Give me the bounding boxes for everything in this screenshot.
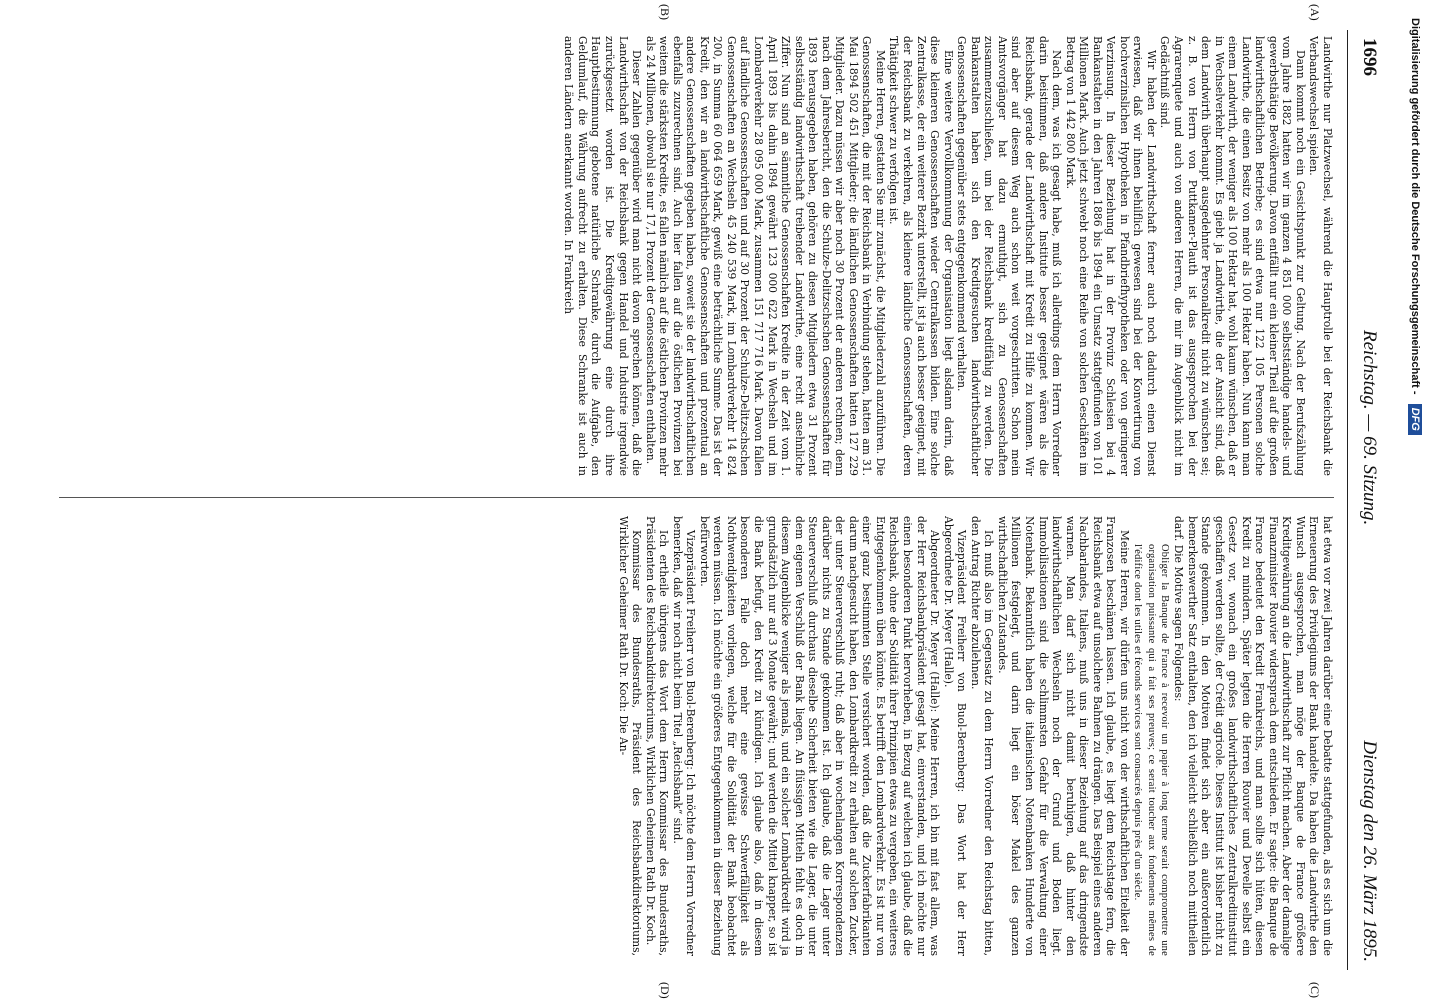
margin-marker-a: (A) (1308, 4, 1322, 21)
dfg-credit (1406, 18, 1428, 898)
paragraph: Meine Herren, gestatten Sie mir zunächst, die Mitgliederzahl anzuführen. Die Genossenschaften, die mit der Reichsbank in Verbindung stehen, hatten am 31. Mai 1894 502 451 Mitglieder; die ländlichen Genossenschaften hatten 127 229 Mitglieder. Dazu müssen wir aber noch 30 Prozent der anderen rechnen; denn nach dem Jahresbericht, den die Schulze-Delitzschschen Genossenschaften für 1893 herausgegeben haben, gehören zu diesen Mitgliedern etwa 31 Prozent selbstständig landwirthschaft treibender Landwirthe, eine recht ansehnliche Ziffer. Nun sind an sämmtliche Genossenschaften Kredite in der Zeit vom 1. April 1893 bis dahin 1894 gewährt 123 000 622 Mark in Wechseln und im Lombardverkehr 28 095 000 Mark, zusammen 151 717 716 Mark. Davon fallen auf ländliche Genossenschaften und auf 30 Prozent der Schulze-Delitzschschen Genossenschaften an Wechseln 45 240 539 Mark, im Lombardverkehr 14 824 200, in Summa 60 064 659 Mark, gewiß eine beträchtliche Summe. Das ist der Kredit, den wir an landwirthschaftliche Genossenschaften und prozentual an andere Genossenschaften gegeben haben, soweit sie der landwirthschaftlichen ebenfalls zuzurechnen sind. Auch hier fallen auf die östlichen Provinzen bei weitem die stärksten Kredite, es fallen nämlich auf die östlichen Provinzen mehr als 24 Millionen, obwohl sie nur 17,1 Prozent der Genossenschaften enthalten. (643, 36, 887, 476)
paragraph: Nach dem, was ich gesagt habe, muß ich allerdings dem Herrn Vorredner darin beistimmen, daß andere Institute besser geeignet wären als die Reichsbank, gerade der Landwirthschaft mit Kredit zu Hilfe zu kommen. Wir sind aber auf diesem Weg auch schon weit vorgeschritten. Schon mein Amtsvorgänger hat dazu ermuthigt, sich zu Genossenschaften zusammenzuschließen, um bei der Reichsbank kreditfähig zu werden. Die Bankanstalten haben sich den Kreditgesuchen landwirthschaftlicher Genossenschaften gegenüber stets entgegenkommend verhalten. (955, 36, 1064, 476)
margin-marker-d: (D) (658, 982, 672, 999)
speaker-paragraph: Vizepräsident Freiherr von Buol-Berenberg: Das Wort hat der Herr Abgeordnete Dr. Meyer (Halle). (941, 516, 969, 956)
right-column (59, 516, 1334, 956)
page-header (1347, 30, 1392, 970)
paragraph: Ich muß also im Gegensatz zu dem Herrn Vorredner den Reichstag bitten, den Antrag Richter abzulehnen. (968, 516, 996, 956)
column-divider (59, 497, 1334, 498)
french-quotation: Obliger la Banque de France à recevoir un papier à long terme serait compromettre une organisation puissante qui a fait ses preuves; ce serait toucher aux fondements mêmes de l'édifice dont les utiles et féconds services sont consacrés depuis près d'un siècle. (1132, 544, 1171, 956)
session-date: Dienstag den 26. März 1895. (1359, 740, 1380, 962)
paragraph: Ich ertheile übrigens das Wort dem Herrn Kommissar des Bundesraths, Präsidenten des Reichsbankdirektoriums, Wirklichen Geheimen Rath Dr. Koch. (643, 516, 671, 956)
paragraph: Meine Herren, wir dürfen uns nicht von der wirthschaftlichen Eitelkeit der Franzosen beschämen lassen. Ich glaube, es liegt dem Reichstage fern, die Reichsbank etwa auf unsolchere Bahnen zu drängen. Das Beispiel eines anderen Nachbarlandes, Italiens, muß uns in dieser Beziehung auf das dringendste warnen. Man darf sich nicht damit beruhigen, daß hinter den landwirthschaftlichen Wechseln noch der Grund und Boden liegt. Immobilisationen sind die schlimmsten Gefahr für die Verwaltung einer Notenbank. Bekanntlich haben die italienischen Notenbanken Hunderte von Millionen festgelegt, und darin liegt ein böser Makel des ganzen wirthschaftlichen Zustandes. (995, 516, 1131, 956)
speaker-paragraph: Vizepräsident Freiherr von Buol-Berenberg: Ich möchte dem Herrn Vorredner bemerken, daß wir noch nicht beim Titel „Reichsbank“ sind. (670, 516, 698, 956)
paragraph: hat etwa vor zwei Jahren darüber eine Debatte stattgefunden, als es sich um die Erneuerung des Privilegiums der Bank handelte. Da haben die Landwirthe den Wunsch ausgesprochen, man möge der Banque de France größere Kreditgewährung an die Landwirthschaft zur Pflicht machen. Aber der damalige Finanzminister Rouvier widersprach dem entschieden. Er sagte: die Banque de France bedeutet den Kredit Frankreichs, und man sollte sich hüten, diesen Kredit zu mindern. Später legten die Herren Rouvier und Develle selbst ein Gesetz vor, wonach ein großes landwirthschaftliches Zentralkreditinstitut geschaffen werden sollte, der Crédit agricole. Dieses Institut ist bisher nicht zu Stande gekommen. In den Motiven findet sich aber ein außerordentlich bemerkenswerther Satz enthalten, den ich vielleicht schließlich noch mittheilen darf. Die Motive sagen Folgendes: (1171, 516, 1334, 956)
page-number: 1696 (1359, 38, 1380, 76)
newspaper-page (47, 4, 1392, 999)
paragraph: Abgeordneter Dr. Meyer (Halle): Meine Herren, ich bin mit fast allem, was der Herr Reichsbankpräsident gesagt hat, einverstanden, und ich möchte nur einen besonderen Punkt hervorheben, in Bezug auf welchen ich glaube, daß die Reichsbank, ohne der Solidität ihrer Prinzipien etwas zu vergeben, ein weiteres Entgegenkommen üben könnte. Es betrifft den Lombardverkehr. Es ist nur von einer ganz bestimmten Stelle versichert worden, daß die Zuckerfabrikanten darum nachgesucht haben, den Lombardkredit zu erhalten auf solchen Zucker, der unter Steuerverschluß ruht; daß aber in wochenlangen Korrespondenzen darüber nichts zu Stande gekommen ist. Ich glaube, daß die Lager unter Steuerverschluß durchaus dieselbe Sicherheit bieten wie die Lager, die unter dem eigenen Verschluß der Bank liegen. An flüssigen Mitteln fehlt es doch in diesem Augenblicke weniger als jemals, und ein solcher Lombardkredit wird ja grundsätzlich nur auf 3 Monate gewährt; und werden die Mittel knapper, so ist die Bank befugt, den Kredit zu kündigen. Ich glaube also, daß in diesem besonderen Falle doch mehr eine gewisse Schwerfälligkeit als Nothwendigkeiten vorliegen, welche für die Solidität der Bank beobachtet werden müssen. Ich möchte ein größeres Entgegenkommen in dieser Beziehung befürworten. (697, 516, 942, 956)
paragraph: Dieser Zahlen gegenüber wird man nicht davon sprechen können, daß die Landwirthschaft von der Reichsbank gegen Handel und Industrie irgendwie zurückgesetzt worden ist. Die Kreditgewährung eine durch ihre Hauptbestimmung gebotene natürliche Schranke, durch die Aufgabe, den Geldumlauf, die Währung aufrecht zu erhalten. Diese Schranke ist auch in anderen Ländern anerkannt worden. In Frankreich (562, 36, 644, 476)
margin-marker-b: (B) (658, 4, 672, 20)
dfg-credit-text: Digitalisierung gefördert durch die Deutsche Forschungsgemeinschaft - (1409, 18, 1421, 395)
paragraph: Landwirthe nur Platzwechsel, während die Hauptrolle bei der Reichsbank die Verbandswechsel spielen. (1307, 36, 1334, 476)
paragraph: Kommissar des Bundesraths, Präsident des Reichsbankdirektoriums, Wirklicher Geheimer Rath Dr. Koch: Die An- (616, 516, 644, 956)
paragraph: Eine weitere Vervollkommnung der Organisation liegt alsdann darin, daß diese kleineren Genossenschaften wieder Centralkassen bilden. Eine solche Zentralkasse, der ein weiterer Bezirk unterstellt, ist ja auch besser geeignet, mit der Reichsbank zu verkehren, als kleinere ländliche Genossenschaften, deren Thätigkeit schwer zu verfolgen ist. (887, 36, 955, 476)
dfg-logo: DFG (1408, 404, 1422, 435)
margin-marker-c: (C) (1308, 982, 1322, 998)
paragraph: Wir haben der Landwirthschaft ferner auch noch dadurch einen Dienst erwiesen, daß wir ihnen behilflich gewesen sind bei der Konvertirung von hochverzinslichen Hypotheken in Pfandbriefhypotheken oder von geringerer Verzinsung. In dieser Beziehung hat in der Provinz Schlesien bei 4 Bankanstalten in den Jahren 1886 bis 1894 ein Umsatz stattgefunden von 101 Millionen Mark. Auch jetzt schwebt noch eine Reihe von solchen Geschäften im Betrag von 1 442 800 Mark. (1063, 36, 1158, 476)
paragraph: Dann kommt noch ein Gesichtspunkt zur Geltung. Nach der Berufszählung vom Jahre 1882 hatten wir im ganzen 4 851 000 selbstständige handels- und gewerbsthätige Bevölkerung. Davon entfällt nur ein kleiner Theil auf die großen landwirthschaftlichen Betriebe; es sind etwa nur 122 105 Personen solche Landwirthe, die einen Besitz von mehr als 100 Hektar haben. Nun kann man einem Landwirth, der weniger als 100 Hektar hat, wohl kaum wünschen, daß er in Wechselverkehr kommt. Es giebt ja Landwirthe, die der Ansicht sind, daß dem Landwirth überhaupt ausgedehnter Personalkredit nicht zu wünschen sei; z. B. von Herrn von Puttkamer-Plauth ist das ausgesprochen bei der Agrarenquete und auch von anderen Herren, die mir im Augenblick nicht im Gedächtniß sind. (1158, 36, 1307, 476)
left-column (59, 36, 1334, 476)
session-title: Reichstag. — 69. Sitzung. (1359, 330, 1380, 526)
